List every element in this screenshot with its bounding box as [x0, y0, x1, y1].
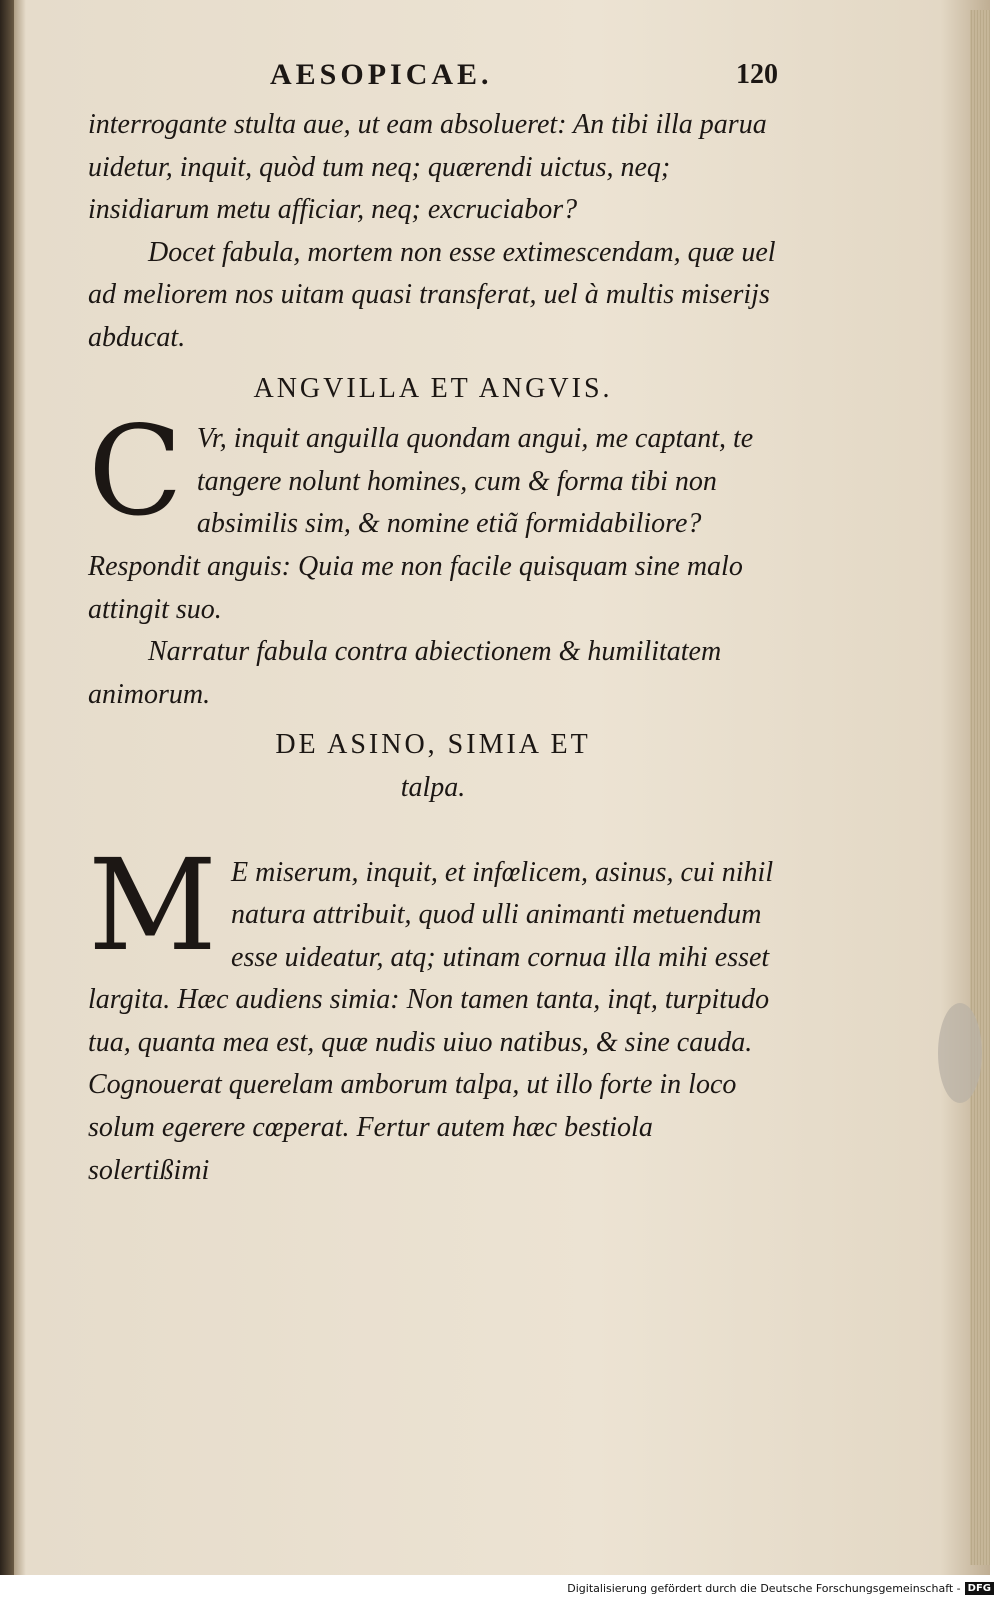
fable-title: DE ASINO, SIMIA ET	[275, 729, 591, 761]
moral-paragraph: Docet fabula, mortem non esse extimescendam, quæ uel ad meliorem nos uitam quasi transferat, uel à multis miserijs abducat.	[88, 236, 776, 353]
fable-body	[88, 400, 778, 631]
fable-body	[88, 831, 778, 1193]
dfg-logo-icon: DFG	[965, 1582, 994, 1595]
page-tab-marker	[938, 1003, 982, 1103]
page-fore-edge	[970, 10, 990, 1565]
moral-paragraph: Narratur fabula contra abiectionem & humilitatem animorum.	[88, 636, 722, 710]
paragraph-continuation: interrogante stulta aue, ut eam absolueret: An tibi illa parua uidetur, inquit, quòd tum neq; quærendi uictus, neq; insidiarum metu afficiar, neq; excruciabor?	[88, 109, 767, 226]
page-text	[88, 48, 778, 1192]
credit-text: Digitalisierung gefördert durch die Deutsche Forschungsgemeinschaft -	[567, 1582, 961, 1595]
fable-text: E miserum, inquit, et infœlicem, asinus, cui nihil natura attribuit, quod ulli animanti metuendum esse uideatur, atq; utinam cornua illa mihi esset largita. Hæc audiens simia: Non tamen tanta, inqt, turpitudo tua, quanta mea est, quæ nudis uiuo natibus, & sine cauda. Cognouerat querelam amborum talpa, ut illo forte in loco solum egerere cœperat. Fertur autem hæc bestiola solertißimi	[88, 856, 774, 1186]
digitization-credit	[567, 1582, 994, 1595]
running-title: AESOPICAE.	[270, 58, 493, 91]
fable-title: ANGVILLA ET ANGVIS.	[253, 372, 613, 404]
fable-subtitle: talpa.	[400, 771, 466, 803]
drop-cap: C	[88, 400, 183, 545]
page-number: 120	[736, 59, 778, 90]
book-spine	[0, 0, 14, 1575]
fable-text: Vr, inquit anguilla quondam angui, me captant, te tangere nolunt homines, cum & forma tibi non absimilis sim, & nomine etiã formidabiliore? Respondit anguis: Quia me non facile quisquam sine malo attingit suo.	[88, 423, 754, 625]
page-header	[88, 48, 778, 104]
drop-cap: M	[88, 831, 218, 979]
